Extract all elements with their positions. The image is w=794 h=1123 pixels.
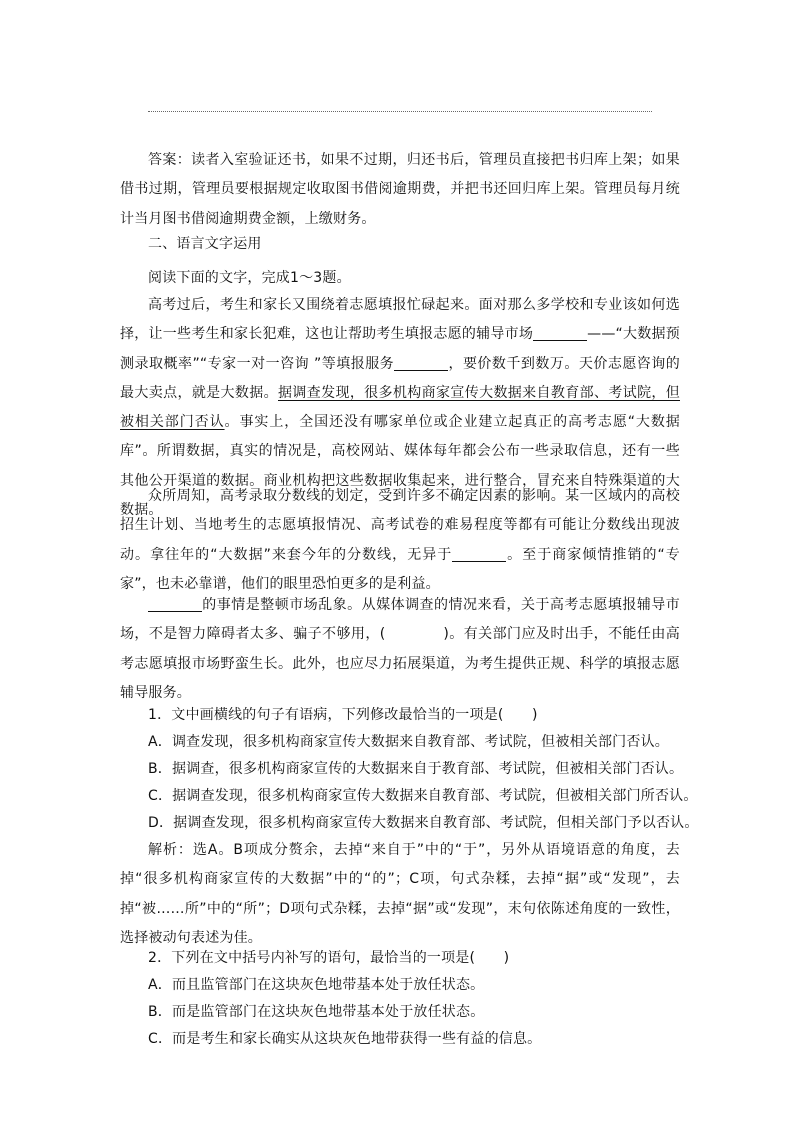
answer-blank: [452, 547, 506, 562]
passage-paragraph-3: [120, 591, 680, 708]
answer-blank: [394, 356, 448, 371]
answer-blank: [148, 597, 202, 612]
question-1-option-d: D．据调查发现，很多机构商家宣传大数据来自教育部、考试院，但相关部门予以否认。: [148, 815, 699, 831]
question-2-option-a: A．而且监管部门在这块灰色地带基本处于放任状态。: [148, 977, 485, 993]
question-1-option-b: B．据调查，很多机构商家宣传的大数据来自于教育部、考试院，但被相关部门否认。: [148, 761, 684, 777]
passage-paragraph-2: [120, 482, 680, 599]
question-2-option-b: B．而是监管部门在这块灰色地带基本处于放任状态。: [148, 1004, 485, 1020]
dotted-separator: [148, 111, 652, 112]
instruction-text: 阅读下面的文字，完成1～3题。: [148, 270, 351, 286]
passage-text: 。至于商家倾情推销的“专家”，也未必靠谱，他们的眼里恐怕更多的是利益。: [120, 546, 681, 592]
passage-text: ——“大数据预测录取概率”“专家一对一咨询 ”等填报服务: [120, 326, 680, 372]
passage-text: 高考过后，考生和家长又围绕着志愿填报忙碌起来。面对那么多学校和专业该如何选择，让一些考生和家长犯难，这也让帮助考生填报志愿的辅导市场: [120, 297, 680, 343]
section-title: 二、语言文字运用: [148, 236, 262, 252]
passage-text: ，要价数千到数万。天价志愿咨询的最大卖点，就是大数据。: [120, 355, 680, 401]
question-1-option-a: A．调查发现，很多机构商家宣传大数据来自教育部、考试院，但被相关部门否认。: [148, 734, 669, 750]
passage-text: 众所周知，高考录取分数线的划定，受到许多不确定因素的影响。某一区域内的高校招生计划、当地考生的志愿填报情况、高考试卷的难易程度等都有可能让分数线出现波动。拿往年的“大数据”来套今年的分数线，无异于: [120, 488, 680, 563]
passage-text: 。事实上，全国还没有哪家单位或企业建立起真正的高考志愿“大数据库”。所谓数据，真实的情况是，高校网站、媒体每年都会公布一些录取信息，还有一些其他公开渠道的数据。商业机构把这些数据收集起来，进行整合，冒充来自特殊渠道的大数据。: [120, 414, 681, 519]
question-1-stem: 1．文中画横线的句子有语病，下列修改最恰当的一项是( ): [148, 707, 538, 723]
question-2-stem: 2．下列在文中括号内补写的语句，最恰当的一项是( ): [148, 950, 510, 966]
question-1-option-c: C．据调查发现，很多机构商家宣传大数据来自教育部、考试院，但被相关部门所否认。: [148, 788, 698, 804]
underlined-sentence: 据调查发现，很多机构商家宣传大数据来自教育部、考试院，但被相关部门否认: [120, 384, 680, 431]
answer-blank: [533, 326, 587, 341]
question-1-analysis: 解析：选A。B项成分赘余，去掉“来自于”中的“于”，另外从语境语意的角度，去掉“很多机构商家宣传的大数据”中的“的”；C项，句式杂糅，去掉“据”或“发现”，去掉“被……所”中的“所”；D项句式杂糅，去掉“据”或“发现”，末句依陈述角度的一致性，选择被动句表述为佳。: [120, 842, 680, 946]
passage-text: 的事情是整顿市场乱象。从媒体调查的情况来看，关于高考志愿填报辅导市场，不是智力障碍者太多、骗子不够用，( )。有关部门应及时出手，不能任由高考志愿填报市场野蛮生长。此外，也应尽力拓展渠道，为考生提供正规、科学的填报志愿辅导服务。: [120, 597, 680, 701]
question-2-option-c: C．而是考生和家长确实从这块灰色地带获得一些有益的信息。: [148, 1031, 542, 1047]
answer-paragraph: 答案：读者入室验证还书，如果不过期，归还书后，管理员直接把书归库上架；如果借书过期，管理员要根据规定收取图书借阅逾期费，并把书还回归库上架。管理员每月统计当月图书借阅逾期费金额，上缴财务。: [120, 152, 680, 227]
